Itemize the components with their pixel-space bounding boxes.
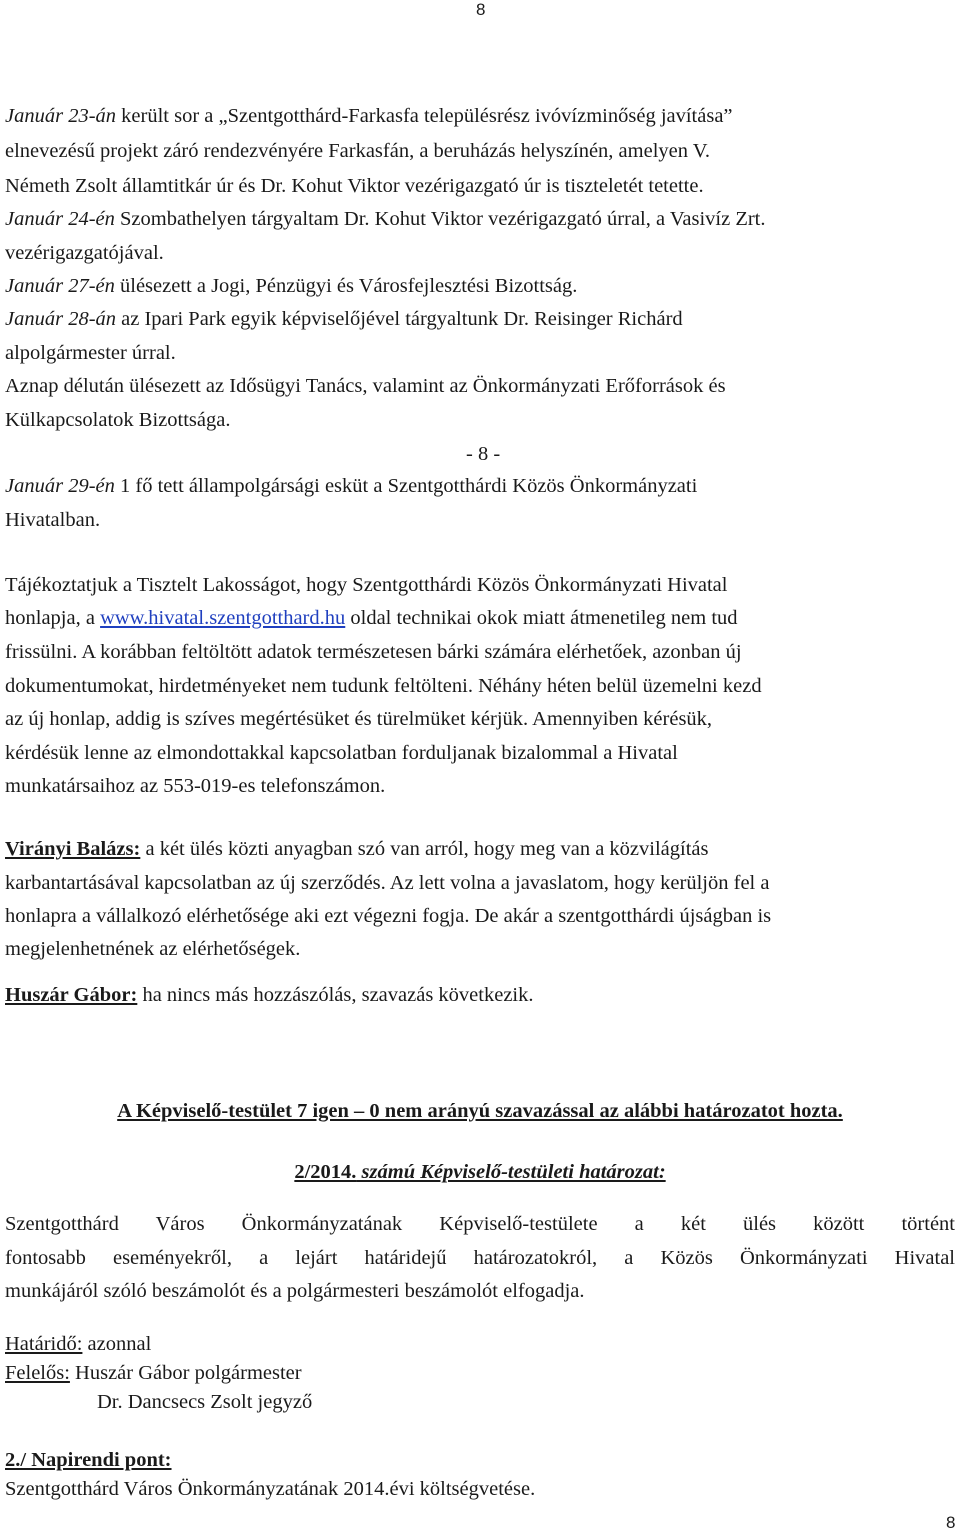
website-link[interactable]: www.hivatal.szentgotthard.hu: [100, 607, 346, 629]
viranyi-line2: karbantartásával kapcsolatban az új szerződés. Az lett volna a javaslatom, hogy kerüljön fel a: [5, 872, 770, 894]
event-jan29-line2: Hivatalban.: [5, 509, 101, 531]
page-marker: - 8 -: [466, 443, 501, 465]
notice-line3: frissülni. A korábban feltöltött adatok természetesen bárki számára elérhetőek, azonban új: [5, 641, 742, 663]
resolution-line3: munkájáról szóló beszámolót és a polgármesteri beszámolót elfogadja.: [5, 1280, 585, 1302]
vote-result: A Képviselő-testület 7 igen – 0 nem arányú szavazással az alábbi határozatot hozta.: [117, 1100, 843, 1122]
event-jan27-line1: [5, 276, 577, 297]
speaker-name: Virányi Balázs:: [5, 838, 141, 860]
event-text: Szombathelyen tárgyaltam Dr. Kohut Viktor vezérigazgató úrral, a Vasivíz Zrt.: [114, 208, 766, 230]
resolution-title: számú Képviselő-testületi határozat:: [356, 1161, 666, 1183]
notice-line7: munkatársaihoz az 553-019-es telefonszámon.: [5, 775, 386, 797]
responsible-value-2: Dr. Dancsecs Zsolt jegyző: [97, 1391, 313, 1413]
notice-line1: Tájékoztatjuk a Tisztelt Lakosságot, hogy Szentgotthárdi Közös Önkormányzati Hivatal: [5, 574, 728, 596]
event-jan23-line1: [5, 106, 733, 127]
event-jan28-line2: alpolgármester úrral.: [5, 342, 176, 364]
notice-line4: dokumentumokat, hirdetményeket nem tudunk feltölteni. Néhány héten belül üzemelni kezd: [5, 675, 762, 697]
event-jan23-line3: Németh Zsolt államtitkár úr és Dr. Kohut Viktor vezérigazgató úr is tiszteletét tetette.: [5, 175, 704, 197]
resolution-number: 2/2014.: [294, 1161, 357, 1183]
event-date: Január 23-án: [5, 105, 117, 127]
event-jan28-line1: [5, 309, 683, 330]
event-date: Január 27-én: [5, 275, 115, 297]
notice-line6: kérdésük lenne az elmondottakkal kapcsolatban forduljanak bizalommal a Hivatal: [5, 742, 678, 764]
speech-text: ha nincs más hozzászólás, szavazás következik.: [137, 984, 534, 1006]
event-text: az Ipari Park egyik képviselőjével tárgyaltunk Dr. Reisinger Richárd: [116, 308, 683, 330]
resolution-line1: Szentgotthárd Város Önkormányzatának Képviselő-testülete a két ülés között történt: [5, 1213, 955, 1235]
speech-text: a két ülés közti anyagban szó van arról, hogy meg van a közvilágítás: [140, 838, 709, 860]
event-jan23-line2: elnevezésű projekt záró rendezvényére Farkasfán, a beruházás helyszínén, amelyen V.: [5, 140, 711, 162]
responsible-label: Felelős:: [5, 1362, 70, 1384]
huszar-line: [5, 985, 534, 1006]
notice-line5: az új honlap, addig is szíves megértésüket és türelmüket kérjük. Amennyiben kérésük,: [5, 708, 713, 730]
resolution-heading: [0, 1161, 960, 1184]
event-jan24-line2: vezérigazgatójával.: [5, 242, 164, 264]
agenda-heading: 2./ Napirendi pont:: [5, 1449, 172, 1471]
deadline-label: Határidő:: [5, 1333, 83, 1355]
speaker-name: Huszár Gábor:: [5, 984, 138, 1006]
responsible-value: Huszár Gábor polgármester: [69, 1362, 302, 1384]
event-date: Január 29-én: [5, 475, 115, 497]
event-aznap-line2: Külkapcsolatok Bizottsága.: [5, 409, 231, 431]
notice-text: oldal technikai okok miatt átmenetileg nem tud: [345, 607, 738, 629]
viranyi-line3: honlapra a vállalkozó elérhetősége aki ezt végezni fogja. De akár a szentgotthárdi újságban is: [5, 905, 772, 927]
deadline-value: azonnal: [82, 1333, 152, 1355]
event-date: Január 24-én: [5, 208, 115, 230]
event-jan24-line1: [5, 209, 766, 230]
notice-line2: [5, 608, 738, 629]
event-text: került sor a „Szentgotthárd-Farkasfa településrész ivóvízminőség javítása”: [116, 105, 733, 127]
event-jan29-line1: [5, 476, 697, 497]
notice-text: honlapja, a: [5, 607, 101, 629]
event-text: 1 fő tett állampolgársági esküt a Szentgotthárdi Közös Önkormányzati: [114, 475, 698, 497]
viranyi-line1: [5, 839, 708, 860]
agenda-text: Szentgotthárd Város Önkormányzatának 2014.évi költségvetése.: [5, 1478, 536, 1500]
footer-page-number: 8: [946, 1513, 956, 1532]
deadline: [5, 1334, 151, 1355]
viranyi-line4: megjelenhetnének az elérhetőségek.: [5, 938, 301, 960]
event-date: Január 28-án: [5, 308, 117, 330]
header-page-number: 8: [476, 0, 486, 19]
resolution-line2: fontosabb eseményekről, a lejárt határidejű határozatokról, a Közös Önkormányzati Hivatal: [5, 1247, 955, 1269]
event-text: ülésezett a Jogi, Pénzügyi és Városfejlesztési Bizottság.: [114, 275, 578, 297]
responsible: [5, 1363, 302, 1384]
event-aznap-line1: Aznap délután ülésezett az Idősügyi Tanács, valamint az Önkormányzati Erőforrások és: [5, 375, 726, 397]
